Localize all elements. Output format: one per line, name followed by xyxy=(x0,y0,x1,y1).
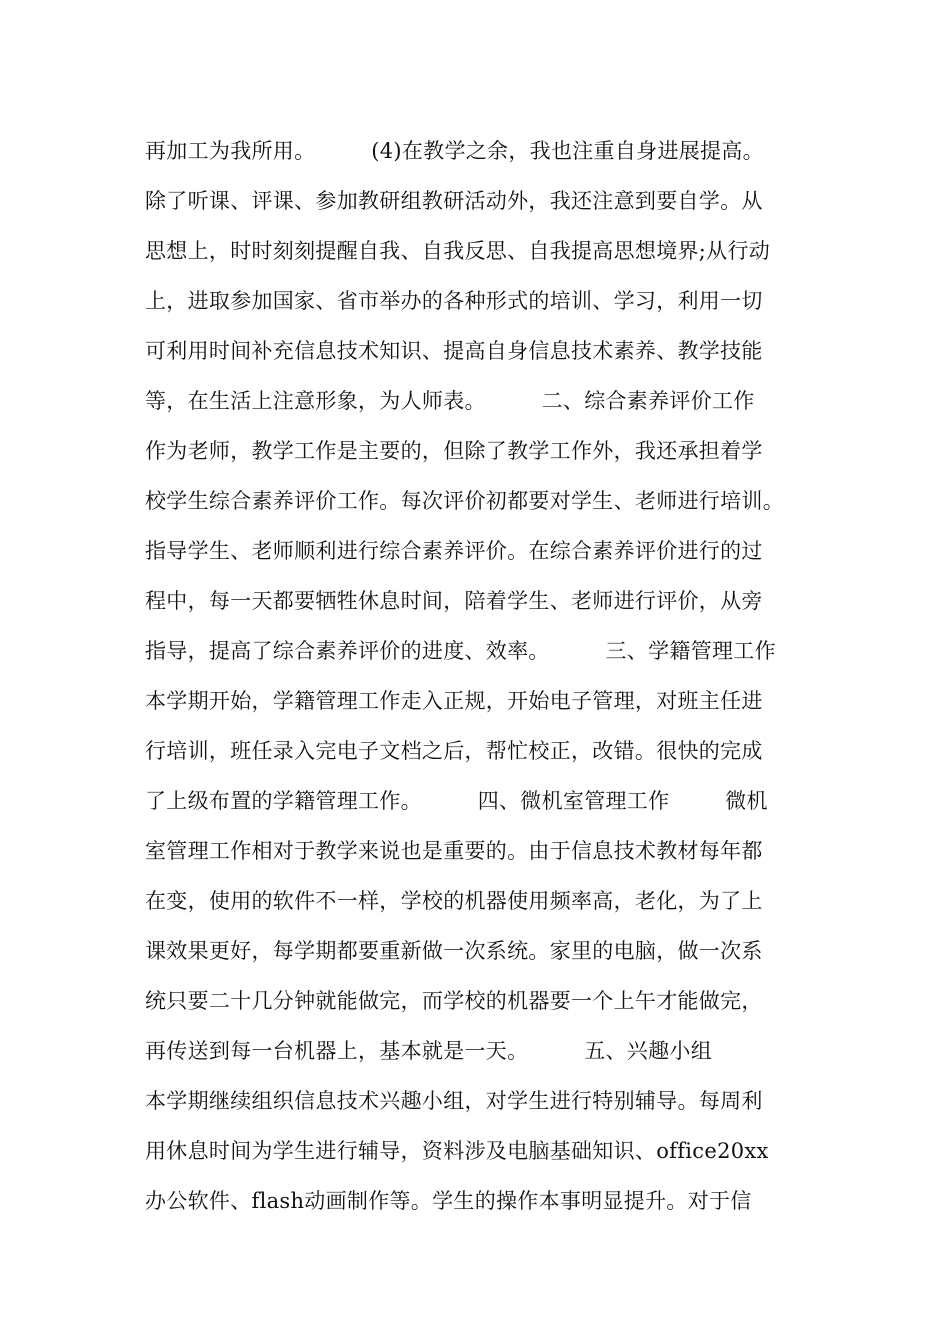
text-line: 本学期开始，学籍管理工作走入正规，开始电子管理，对班主任进 xyxy=(145,689,763,713)
text-line: 指导，提高了综合素养评价的进度、效率。 三、学籍管理工作 xyxy=(145,639,776,663)
text-line: 再加工为我所用。 (4)在教学之余，我也注重自身进展提高。 xyxy=(145,139,764,163)
text-line: 思想上，时时刻刻提醒自我、自我反思、自我提高思想境界;从行动 xyxy=(145,239,771,263)
text-line: 上，进取参加国家、省市举办的各种形式的培训、学习，利用一切 xyxy=(145,289,763,313)
text-line: 等，在生活上注意形象，为人师表。 二、综合素养评价工作 xyxy=(145,389,755,413)
body-text xyxy=(145,126,825,1226)
text-line: 室管理工作相对于教学来说也是重要的。由于信息技术教材每年都 xyxy=(145,839,763,863)
text-line: 课效果更好，每学期都要重新做一次系统。家里的电脑，做一次系 xyxy=(145,939,763,963)
text-line: 再传送到每一台机器上，基本就是一天。 五、兴趣小组 xyxy=(145,1039,712,1063)
text-line: 除了听课、评课、参加教研组教研活动外，我还注意到要自学。从 xyxy=(145,189,763,213)
text-line: 了上级布置的学籍管理工作。 四、微机室管理工作 微机 xyxy=(145,789,768,813)
text-line: 用休息时间为学生进行辅导，资料涉及电脑基础知识、office20xx xyxy=(145,1139,769,1163)
text-line: 作为老师，教学工作是主要的，但除了教学工作外，我还承担着学 xyxy=(145,439,763,463)
text-line: 程中，每一天都要牺牲休息时间，陪着学生、老师进行评价，从旁 xyxy=(145,589,763,613)
text-line: 本学期继续组织信息技术兴趣小组，对学生进行特别辅导。每周利 xyxy=(145,1089,763,1113)
text-line: 统只要二十几分钟就能做完，而学校的机器要一个上午才能做完， xyxy=(145,989,763,1013)
text-line: 指导学生、老师顺利进行综合素养评价。在综合素养评价进行的过 xyxy=(145,539,763,563)
text-line: 办公软件、flash动画制作等。学生的操作本事明显提升。对于信 xyxy=(145,1189,752,1213)
text-line: 可利用时间补充信息技术知识、提高自身信息技术素养、教学技能 xyxy=(145,339,763,363)
text-line: 行培训，班任录入完电子文档之后，帮忙校正，改错。很快的完成 xyxy=(145,739,763,763)
text-line: 在变，使用的软件不一样，学校的机器使用频率高，老化，为了上 xyxy=(145,889,763,913)
text-line: 校学生综合素养评价工作。每次评价初都要对学生、老师进行培训。 xyxy=(145,489,784,513)
